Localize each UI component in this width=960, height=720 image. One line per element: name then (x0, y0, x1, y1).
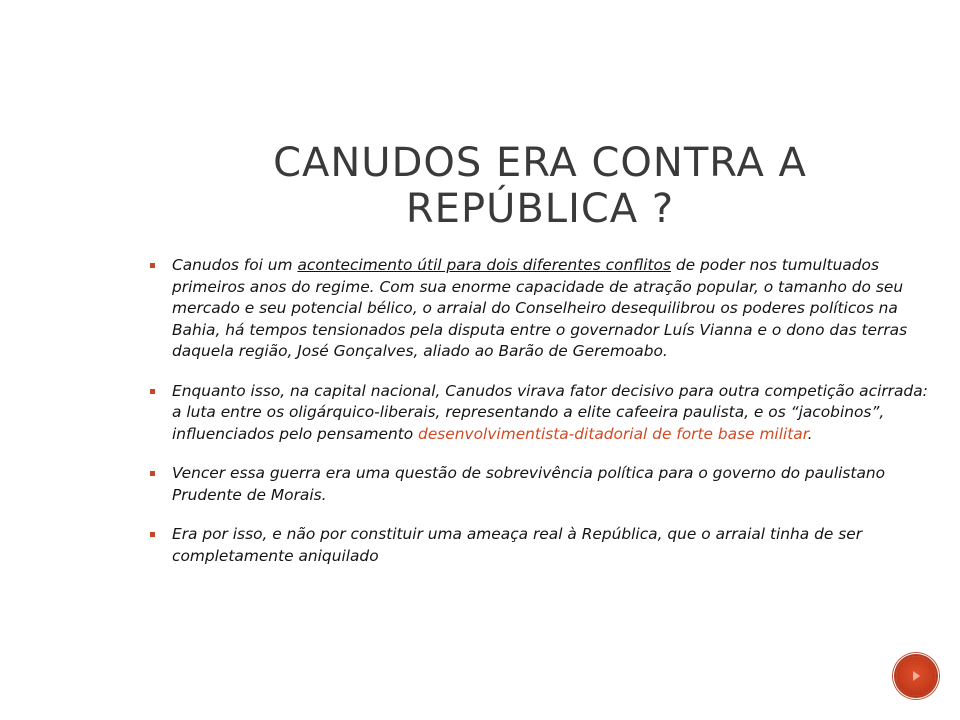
bullet-item-4 (150, 524, 930, 567)
bullet-square-icon (150, 389, 155, 394)
bullet-2-highlight-text: desenvolvimentista-ditadorial de forte base militar (418, 424, 808, 443)
bullet-item-1 (150, 255, 930, 363)
next-slide-circle-icon (913, 671, 920, 681)
slide-title-line-2: REPÚBLICA ? (405, 186, 675, 232)
bullet-2-text-post: . (807, 424, 813, 443)
bullet-2-text-pre: Enquanto isso, na capital nacional, Canudos virava fator decisivo para outra competição acirrada: a luta entre os oligárquico-liberais, representando a elite cafeeira paulista, e os “jacobinos”, influenciados pelo pensamento (172, 381, 928, 443)
bullet-3-text: Vencer essa guerra era uma questão de sobrevivência política para o governo do paulistano Prudente de Morais. (172, 464, 886, 504)
next-slide-button[interactable] (896, 656, 936, 696)
bullet-square-icon (150, 263, 155, 268)
bullet-1-text-post: de poder nos tumultuados primeiros anos do regime. Com sua enorme capacidade de atração popular, o tamanho do seu mercado e seu potencial bélico, o arraial do Conselheiro desequilibrou os poderes políticos na Bahia, há tempos tensionados pela disputa entre o governador Luís Vianna e o dono das terras daquela região, José Gonçalves, aliado ao Barão de Geremoabo. (172, 256, 908, 360)
bullet-item-2 (150, 381, 930, 446)
bullet-1-text-pre: Canudos foi um (172, 256, 298, 274)
bullet-1-underlined-text: acontecimento útil para dois diferentes conflitos (297, 256, 671, 274)
bullet-square-icon (150, 471, 155, 476)
bullet-square-icon (150, 532, 155, 537)
bullet-4-text: Era por isso, e não por constituir uma ameaça real à República, que o arraial tinha de ser completamente aniquilado (172, 525, 863, 565)
bullet-list (150, 255, 930, 585)
bullet-item-3 (150, 463, 930, 506)
slide-title-line-1: CANUDOS ERA CONTRA A (273, 140, 807, 186)
slide-title (230, 140, 850, 232)
